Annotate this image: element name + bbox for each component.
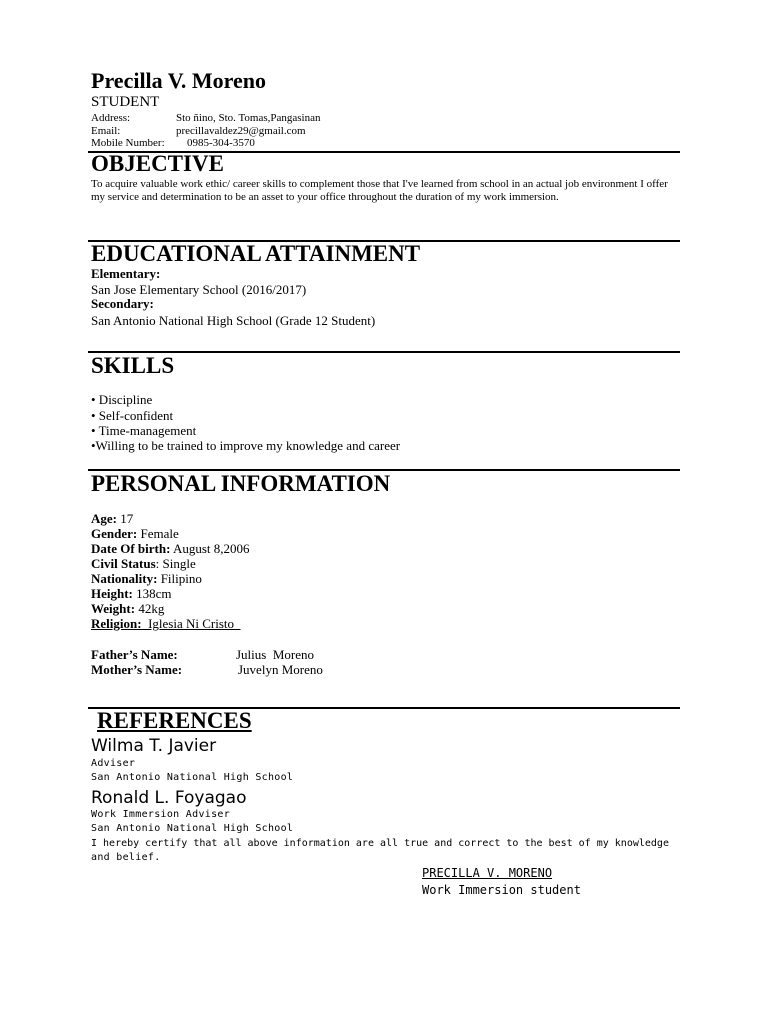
email-label: Email:: [91, 125, 121, 137]
applicant-role: STUDENT: [91, 94, 160, 110]
civil-status-row: Civil Status: Single: [91, 556, 196, 571]
education-heading: EDUCATIONAL ATTAINMENT: [91, 241, 421, 266]
mobile-value: 0985-304-3570: [187, 137, 255, 149]
age-row: Age: 17: [91, 511, 134, 526]
reference-title: Adviser: [91, 758, 136, 769]
references-heading: REFERENCES: [97, 708, 252, 733]
secondary-label: Secondary:: [91, 296, 154, 311]
signature-role: Work Immersion student: [422, 883, 581, 897]
gender-row: Gender: Female: [91, 526, 179, 541]
reference-name: Wilma T. Javier: [91, 736, 217, 756]
skills-heading: SKILLS: [91, 353, 175, 378]
objective-text: To acquire valuable work ethic/ career skills to complement those that I've learned from school in an actual job environment I offer my service and determination to be an asset to your office throughout the duration of my work immersion.: [91, 178, 668, 203]
religion-row: Religion: Iglesia Ni Cristo: [91, 616, 241, 631]
skill-item: •Willing to be trained to improve my knowledge and career: [91, 438, 401, 453]
elementary-label: Elementary:: [91, 266, 161, 281]
skill-item: • Discipline: [91, 392, 153, 407]
secondary-value: San Antonio National High School (Grade 12 Student): [91, 313, 376, 328]
certification-text: I hereby certify that all above information are all true and correct to the best of my knowledge: [91, 838, 669, 849]
email-value: precillavaldez29@gmail.com: [176, 125, 306, 137]
skill-item: • Self-confident: [91, 408, 174, 423]
mother-value: Juvelyn Moreno: [238, 662, 323, 677]
mobile-label: Mobile Number:: [91, 137, 165, 149]
address-value: Sto ñino, Sto. Tomas,Pangasinan: [176, 112, 321, 124]
weight-row: Weight: 42kg: [91, 601, 165, 616]
dob-row: Date Of birth: August 8,2006: [91, 541, 250, 556]
reference-school: San Antonio National High School: [91, 772, 294, 783]
reference-school: San Antonio National High School: [91, 823, 294, 834]
reference-title: Work Immersion Adviser: [91, 809, 231, 820]
elementary-value: San Jose Elementary School (2016/2017): [91, 282, 307, 297]
mother-label: Mother’s Name:: [91, 662, 183, 677]
father-label: Father’s Name:: [91, 647, 178, 662]
nationality-row: Nationality: Filipino: [91, 571, 202, 586]
divider-education: [88, 351, 680, 353]
applicant-name: Precilla V. Moreno: [91, 68, 266, 93]
height-row: Height: 138cm: [91, 586, 172, 601]
reference-name: Ronald L. Foyagao: [91, 788, 247, 808]
father-value: Julius Moreno: [236, 647, 314, 662]
address-label: Address:: [91, 112, 131, 124]
objective-heading: OBJECTIVE: [91, 151, 224, 176]
skill-item: • Time-management: [91, 423, 197, 438]
personal-heading: PERSONAL INFORMATION: [91, 471, 391, 496]
certification-text: and belief.: [91, 852, 161, 863]
signature-name: PRECILLA V. MORENO: [422, 866, 553, 880]
